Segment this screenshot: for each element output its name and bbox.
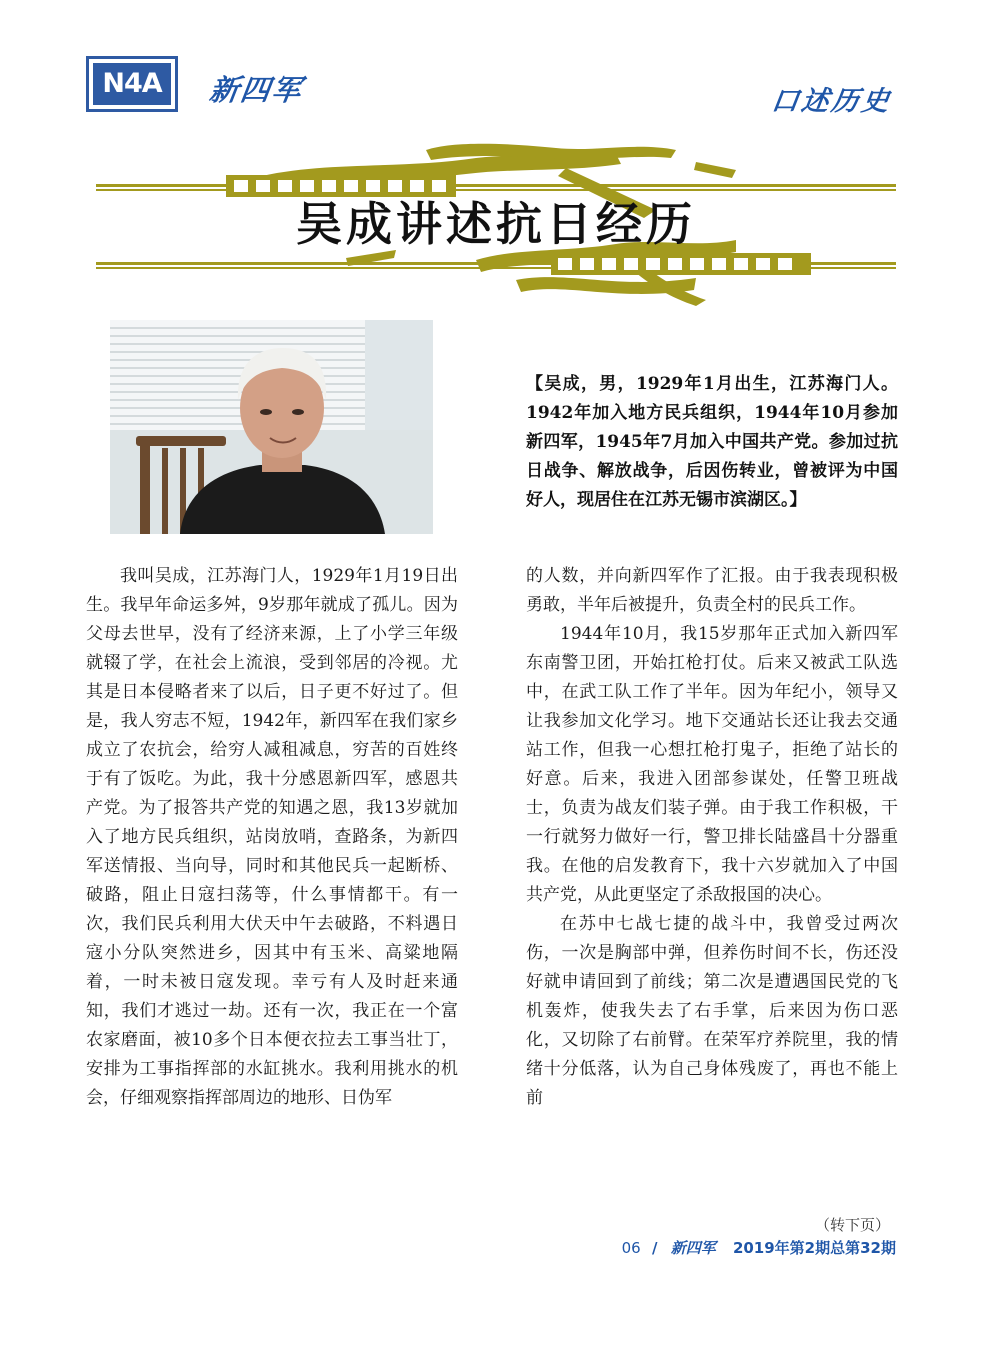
article-column-right — [526, 562, 898, 1113]
paragraph: 我叫吴成，江苏海门人，1929年1月19日出生。我早年命运多舛，9岁那年就成了孤儿。因为父母去世早，没有了经济来源，上了小学三年级就辍了学，在社会上流浪，受到邻居的冷视。尤其是日本侵略者来了以后，日子更不好过了。但是，我人穷志不短，1942年，新四军在我们家乡成立了农抗会，给穷人减租减息，穷苦的百姓终于有了饭吃。为此，我十分感恩新四军，感恩共产党。为了报答共产党的知遇之恩，我13岁就加入了地方民兵组织，站岗放哨，查路条，为新四军送情报、当向导，同时和其他民兵一起断桥、破路，阻止日寇扫荡等，什么事情都干。有一次，我们民兵利用大伏天中午去破路，不料遇日寇小分队突然进乡，因其中有玉米、高粱地隔着，一时未被日寇发现。幸亏有人及时赶来通知，我们才逃过一劫。还有一次，我正在一个富农家磨面，被10多个日本便衣拉去工事当壮丁，安排为工事指挥部的水缸挑水。我利用挑水的机会，仔细观察指挥部周边的地形、日伪军 — [86, 566, 458, 1108]
page-number: 06 — [621, 1239, 641, 1257]
paragraph: 的人数，并向新四军作了汇报。由于我表现积极勇敢，半年后被提升，负责全村的民兵工作。 — [526, 566, 898, 615]
page-footer — [622, 1237, 896, 1258]
paragraph: 在苏中七战七捷的战斗中，我曾受过两次伤，一次是胸部中弹，但养伤时间不长，伤还没好就申请回到了前线；第二次是遭遇国民党的飞机轰炸，使我失去了右手掌，后来因为伤口恶化，又切除了右前臂。在荣军疗养院里，我的情绪十分低落，认为自己身体残废了，再也不能上前 — [526, 914, 898, 1108]
footer-brand: 新四军 — [670, 1239, 716, 1257]
paragraph: 1944年10月，我15岁那年正式加入新四军东南警卫团，开始扛枪打仗。后来又被武工队选中，在武工队工作了半年。因为年纪小，领导又让我参加文化学习。地下交通站长还让我去交通站工作，但我一心想扛枪打鬼子，拒绝了站长的好意。后来，我进入团部参谋处，任警卫班战士，负责为战友们装子弹。由于我工作积极，干一行就努力做好一行，警卫排长陆盛昌十分器重我。在他的启发教育下，我十六岁就加入了中国共产党，从此更坚定了杀敌报国的决心。 — [526, 624, 898, 905]
logo-text: N4A — [93, 63, 171, 105]
n4a-logo — [86, 56, 178, 112]
brand-title: 新四军 — [207, 73, 306, 107]
author-bio: 【吴成，男，1929年1月出生，江苏海门人。1942年加入地方民兵组织，1944年10月参加新四军，1945年7月加入中国共产党。参加过抗日战争、解放战争，后因伤转业，曾被评为中国好人，现居住在江苏无锡市滨湖区。】 — [526, 374, 898, 510]
issue-info: 2019年第2期总第32期 — [732, 1239, 896, 1257]
footer-separator: / — [651, 1239, 658, 1257]
portrait-photo — [110, 320, 433, 534]
continued-note: （转下页） — [814, 1216, 890, 1234]
article-column-left — [86, 562, 458, 1113]
section-label: 口述历史 — [769, 86, 894, 117]
article-title: 吴成讲述抗日经历 — [296, 197, 696, 251]
